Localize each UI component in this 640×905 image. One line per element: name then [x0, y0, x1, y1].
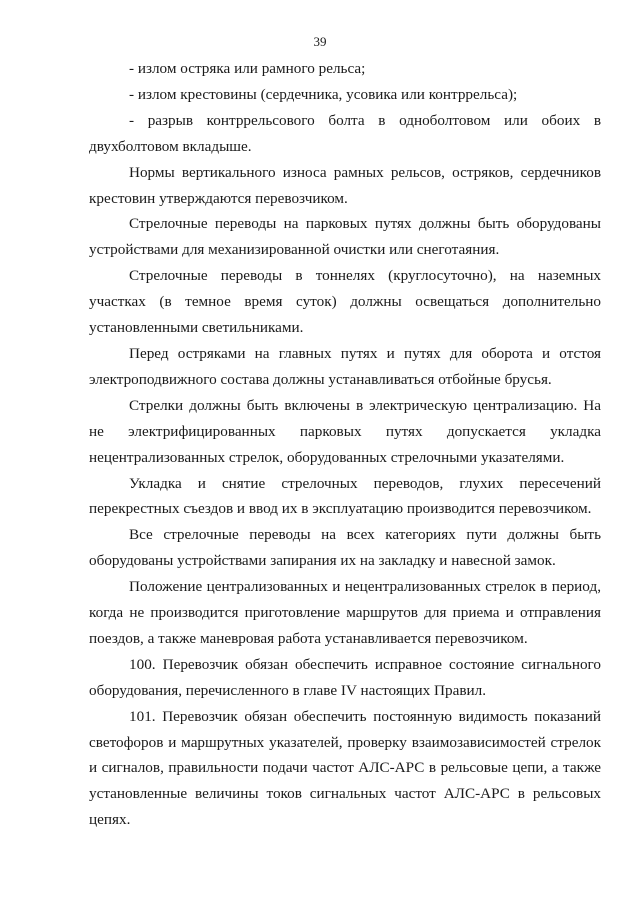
page-number: 39 — [313, 34, 327, 49]
paragraph-clause-100: 100. Перевозчик обязан обеспечить исправное состояние сигнального оборудования, перечисленного в главе IV настоящих Правил. — [89, 655, 601, 699]
list-item-frog-break: - излом крестовины (сердечника, усовика или контррельса); — [129, 85, 518, 103]
paragraph-switch-position: Положение централизованных и нецентрализованных стрелок в период, когда не производится приготовление маршрутов для приема и отправления поездов, а также маневровая работа устанавливается перевозчиком. — [89, 578, 601, 647]
paragraph-electric-interlocking: Стрелки должны быть включены в электрическую централизацию. На не электрифицированных парковых путях допускается укладка нецентрализованных стрелок, оборудованных стрелочными указателями. — [89, 396, 601, 466]
list-item-bolt-rupture: - разрыв контррельсового болта в одноболтовом или обоих в двухболтовом вкладыше. — [89, 111, 601, 155]
paragraph-bumper-beams: Перед остряками на главных путях и путях для оборота и отстоя электроподвижного состава должны устанавливаться отбойные брусья. — [89, 344, 601, 388]
paragraph-wear-norms: Нормы вертикального износа рамных рельсов, остряков, сердечников крестовин утверждаются перевозчиком. — [89, 163, 601, 207]
paragraph-clause-101: 101. Перевозчик обязан обеспечить постоянную видимость показаний светофоров и маршрутных указателей, проверку взаимозависимостей стрелок и сигналов, правильности подачи частот АЛС-АРС в рельсовые цепи, а также установленные величины токов сигнальных частот АЛС-АРС в рельсовых цепях. — [89, 707, 601, 829]
paragraph-tunnel-lighting: Стрелочные переводы в тоннелях (круглосуточно), на наземных участках (в темное время суток) должны освещаться дополнительно установленными светильниками. — [89, 267, 601, 337]
list-item-switch-blade-break: - излом остряка или рамного рельса; — [129, 60, 366, 77]
paragraph-yard-track-switches: Стрелочные переводы на парковых путях должны быть оборудованы устройствами для механизированной очистки или снеготаяния. — [89, 215, 601, 259]
document-body — [89, 56, 601, 833]
paragraph-installation-removal: Укладка и снятие стрелочных переводов, глухих пересечений перекрестных съездов и ввод их в эксплуатацию производится перевозчиком. — [89, 474, 601, 518]
paragraph-locking-devices: Все стрелочные переводы на всех категориях пути должны быть оборудованы устройствами запирания их на закладку и навесной замок. — [89, 526, 601, 570]
